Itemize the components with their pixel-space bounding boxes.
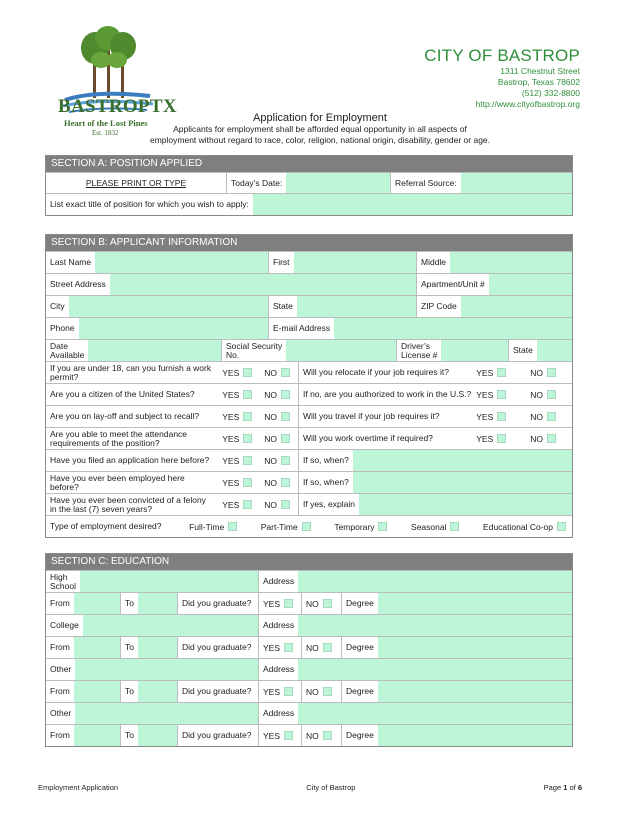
logo-wordmark: BASTROPTX xyxy=(58,96,177,117)
other2-field[interactable] xyxy=(75,703,258,724)
state-field[interactable] xyxy=(297,296,416,317)
college-from-field[interactable] xyxy=(74,637,120,658)
other2-to-label: To xyxy=(125,730,134,740)
ssn-field[interactable] xyxy=(286,340,396,361)
email-field[interactable] xyxy=(334,318,572,339)
section-c xyxy=(45,553,573,747)
street-address-field[interactable] xyxy=(110,274,416,295)
zip-field[interactable] xyxy=(461,296,572,317)
q-citizen-no[interactable]: NO xyxy=(264,390,290,400)
checkbox[interactable] xyxy=(281,368,290,377)
college-field[interactable] xyxy=(83,615,258,636)
q-employed-when-label: If so, when? xyxy=(303,477,349,487)
q-under18-label: If you are under 18, can you furnish a work permit? xyxy=(50,362,212,382)
ssn-label: Social Security No. xyxy=(226,340,283,360)
q-filed-yes[interactable]: YES xyxy=(222,456,252,466)
city-citystate: Bastrop, Texas 78602 xyxy=(497,77,580,87)
position-title-field[interactable] xyxy=(253,194,572,215)
college-to-label: To xyxy=(125,642,134,652)
last-name-field[interactable] xyxy=(95,252,268,273)
q-overtime-yes[interactable]: YES xyxy=(476,434,506,444)
college-to-field[interactable] xyxy=(138,637,177,658)
zip-label: ZIP Code xyxy=(421,301,457,311)
q-relocate-no[interactable]: NO xyxy=(530,368,556,378)
other2-address-field[interactable] xyxy=(298,703,572,724)
other1-to-label: To xyxy=(125,686,134,696)
type-educational-coop[interactable]: Educational Co-op xyxy=(483,522,566,532)
type-seasonal[interactable]: Seasonal xyxy=(411,522,459,532)
q-attendance-yes[interactable]: YES xyxy=(222,434,252,444)
checkbox[interactable] xyxy=(228,522,237,531)
type-temporary[interactable]: Temporary xyxy=(334,522,387,532)
checkbox[interactable] xyxy=(243,390,252,399)
section-a-title: SECTION A: POSITION APPLIED xyxy=(46,156,572,172)
other2-degree-label: Degree xyxy=(346,730,374,740)
other1-graduate-no[interactable]: NO xyxy=(302,687,332,697)
other2-address-label: Address xyxy=(263,708,295,718)
hs-to-label: To xyxy=(125,598,134,608)
city-contact xyxy=(424,46,580,110)
q-authorized-no[interactable]: NO xyxy=(530,390,556,400)
city-name: CITY OF BASTROP xyxy=(424,46,580,65)
page-number: Page 1 of 6 xyxy=(543,783,582,792)
checkbox[interactable] xyxy=(281,412,290,421)
other1-address-label: Address xyxy=(263,664,295,674)
date-available-label: Date Available xyxy=(50,340,85,360)
other1-degree-field[interactable] xyxy=(378,681,572,702)
checkbox[interactable] xyxy=(497,412,506,421)
city-phone: (512) 332-8800 xyxy=(521,88,580,98)
q-filed-when-field[interactable] xyxy=(353,450,572,471)
hs-from-field[interactable] xyxy=(74,593,120,614)
q-employed-yes[interactable]: YES xyxy=(222,478,252,488)
q-relocate-yes[interactable]: YES xyxy=(476,368,506,378)
other2-to-field[interactable] xyxy=(138,725,177,746)
checkbox[interactable] xyxy=(243,456,252,465)
city-address: 1311 Chestnut Street xyxy=(500,66,580,76)
checkbox[interactable] xyxy=(284,687,293,696)
middle-name-field[interactable] xyxy=(450,252,572,273)
city-website[interactable]: http://www.cityofbastrop.org xyxy=(475,99,580,109)
checkbox[interactable] xyxy=(281,456,290,465)
eeo-statement-line1: Applicants for employment shall be afforded equal opportunity in all aspects of xyxy=(173,124,467,134)
q-under18-no[interactable]: NO xyxy=(264,368,290,378)
section-c-title: SECTION C: EDUCATION xyxy=(46,554,572,570)
q-travel-no[interactable]: NO xyxy=(530,412,556,422)
checkbox[interactable] xyxy=(547,390,556,399)
other2-graduate-label: Did you graduate? xyxy=(182,730,252,740)
pine-trees-icon xyxy=(81,26,136,98)
other2-degree-field[interactable] xyxy=(378,725,572,746)
q-felony-yes[interactable]: YES xyxy=(222,500,252,510)
referral-source-label: Referral Source: xyxy=(395,177,457,188)
q-layoff-no[interactable]: NO xyxy=(264,412,290,422)
hs-degree-field[interactable] xyxy=(378,593,572,614)
checkbox[interactable] xyxy=(281,390,290,399)
other1-from-label: From xyxy=(50,686,70,696)
license-state-field[interactable] xyxy=(537,340,572,361)
checkbox[interactable] xyxy=(547,434,556,443)
q-felony-explain-label: If yes, explain xyxy=(303,499,355,509)
checkbox[interactable] xyxy=(323,731,332,740)
checkbox[interactable] xyxy=(284,731,293,740)
q-citizen-yes[interactable]: YES xyxy=(222,390,252,400)
logo-established: Est. 1832 xyxy=(92,129,119,137)
drivers-license-label: Driver’s License # xyxy=(401,340,438,360)
q-employed-label: Have you ever been employed here before? xyxy=(50,472,185,492)
high-school-address-label: Address xyxy=(263,576,295,586)
referral-source-field[interactable] xyxy=(461,173,572,193)
q-employed-when-field[interactable] xyxy=(353,472,572,493)
q-citizen-label: Are you a citizen of the United States? xyxy=(50,389,195,399)
other1-graduate-label: Did you graduate? xyxy=(182,686,252,696)
hs-from-label: From xyxy=(50,598,70,608)
section-a xyxy=(45,155,573,216)
street-address-label: Street Address xyxy=(50,279,106,289)
section-b xyxy=(45,234,573,538)
apartment-label: Apartment/Unit # xyxy=(421,279,485,289)
college-graduate-yes[interactable]: YES xyxy=(259,643,293,653)
high-school-address-field[interactable] xyxy=(298,571,572,592)
checkbox[interactable] xyxy=(284,643,293,652)
other1-graduate-yes[interactable]: YES xyxy=(259,687,293,697)
footer-left: Employment Application xyxy=(38,783,119,792)
apartment-field[interactable] xyxy=(489,274,572,295)
city-field[interactable] xyxy=(69,296,268,317)
other2-graduate-yes[interactable]: YES xyxy=(259,731,293,741)
college-address-field[interactable] xyxy=(298,615,572,636)
type-full-time[interactable]: Full-Time xyxy=(189,522,237,532)
other2-from-label: From xyxy=(50,730,70,740)
other2-graduate-no[interactable]: NO xyxy=(302,731,332,741)
hs-to-field[interactable] xyxy=(138,593,177,614)
q-employed-no[interactable]: NO xyxy=(264,478,290,488)
first-name-label: First xyxy=(273,257,290,267)
other1-address-field[interactable] xyxy=(298,659,572,680)
other2-from-field[interactable] xyxy=(74,725,120,746)
q-felony-label: Have you ever been convicted of a felony in the last (7) seven years? xyxy=(50,494,206,514)
checkbox[interactable] xyxy=(243,500,252,509)
q-layoff-yes[interactable]: YES xyxy=(222,412,252,422)
college-graduate-no[interactable]: NO xyxy=(302,643,332,653)
q-layoff-label: Are you on lay-off and subject to recall? xyxy=(50,411,200,421)
checkbox[interactable] xyxy=(281,500,290,509)
checkbox[interactable] xyxy=(497,390,506,399)
checkbox[interactable] xyxy=(547,412,556,421)
high-school-field[interactable] xyxy=(80,571,258,592)
other1-to-field[interactable] xyxy=(138,681,177,702)
checkbox[interactable] xyxy=(243,412,252,421)
q-travel-yes[interactable]: YES xyxy=(476,412,506,422)
checkbox[interactable] xyxy=(243,434,252,443)
checkbox[interactable] xyxy=(557,522,566,531)
checkbox[interactable] xyxy=(243,368,252,377)
middle-name-label: Middle xyxy=(421,257,447,267)
other1-from-field[interactable] xyxy=(74,681,120,702)
print-instruction: PLEASE PRINT OR TYPE xyxy=(85,177,187,188)
q-filed-no[interactable]: NO xyxy=(264,456,290,466)
q-authorized-yes[interactable]: YES xyxy=(476,390,506,400)
checkbox[interactable] xyxy=(281,434,290,443)
checkbox[interactable] xyxy=(284,599,293,608)
q-attendance-label: Are you able to meet the attendance requirements of the position? xyxy=(50,428,188,448)
application-heading xyxy=(120,112,520,146)
college-degree-label: Degree xyxy=(346,642,374,652)
date-available-field[interactable] xyxy=(88,340,221,361)
q-felony-explain-field[interactable] xyxy=(359,494,572,515)
college-address-label: Address xyxy=(263,620,295,630)
college-degree-field[interactable] xyxy=(378,637,572,658)
other1-field[interactable] xyxy=(75,659,258,680)
checkbox[interactable] xyxy=(497,434,506,443)
q-authorized-label: If no, are you authorized to work in the U.S.? xyxy=(303,389,472,399)
college-label: College xyxy=(50,620,79,630)
other1-label: Other xyxy=(50,664,72,674)
section-b-title: SECTION B: APPLICANT INFORMATION xyxy=(46,235,572,251)
page-footer xyxy=(38,783,582,792)
q-overtime-no[interactable]: NO xyxy=(530,434,556,444)
phone-field[interactable] xyxy=(79,318,268,339)
checkbox[interactable] xyxy=(450,522,459,531)
hs-degree-label: Degree xyxy=(346,598,374,608)
first-name-field[interactable] xyxy=(294,252,416,273)
checkbox[interactable] xyxy=(281,478,290,487)
last-name-label: Last Name xyxy=(50,257,92,267)
application-title: Application for Employment xyxy=(253,112,387,124)
q-felony-no[interactable]: NO xyxy=(264,500,290,510)
q-overtime-label: Will you work overtime if required? xyxy=(303,433,433,443)
checkbox[interactable] xyxy=(547,368,556,377)
logo-tagline: Heart of the Lost Pines xyxy=(64,118,148,128)
phone-label: Phone xyxy=(50,323,75,333)
employment-type-label: Type of employment desired? xyxy=(50,521,162,531)
email-label: E-mail Address xyxy=(273,323,331,333)
checkbox[interactable] xyxy=(243,478,252,487)
other1-degree-label: Degree xyxy=(346,686,374,696)
q-relocate-label: Will you relocate if your job requires it? xyxy=(303,367,449,377)
checkbox[interactable] xyxy=(302,522,311,531)
hs-graduate-no[interactable]: NO xyxy=(302,599,332,609)
hs-graduate-label: Did you graduate? xyxy=(182,598,252,608)
other2-label: Other xyxy=(50,708,72,718)
q-travel-label: Will you travel if your job requires it? xyxy=(303,411,440,421)
position-title-label: List exact title of position for which you wish to apply: xyxy=(50,199,249,209)
hs-graduate-yes[interactable]: YES xyxy=(259,599,293,609)
q-filed-when-label: If so, when? xyxy=(303,455,349,465)
todays-date-field[interactable] xyxy=(286,173,390,193)
checkbox[interactable] xyxy=(323,687,332,696)
footer-center: City of Bastrop xyxy=(306,783,356,792)
checkbox[interactable] xyxy=(323,599,332,608)
q-under18-yes[interactable]: YES xyxy=(222,368,252,378)
q-attendance-no[interactable]: NO xyxy=(264,434,290,444)
todays-date-label: Today’s Date: xyxy=(231,177,283,188)
city-label: City xyxy=(50,301,65,311)
type-part-time[interactable]: Part-Time xyxy=(261,522,311,532)
checkbox[interactable] xyxy=(497,368,506,377)
eeo-statement-line2: employment without regard to race, color, religion, national origin, disability, gender or age. xyxy=(149,135,491,145)
college-from-label: From xyxy=(50,642,70,652)
checkbox[interactable] xyxy=(323,643,332,652)
state-label: State xyxy=(273,301,293,311)
drivers-license-field[interactable] xyxy=(441,340,508,361)
college-graduate-label: Did you graduate? xyxy=(182,642,252,652)
checkbox[interactable] xyxy=(378,522,387,531)
high-school-label: High School xyxy=(50,571,76,591)
q-filed-label: Have you filed an application here before? xyxy=(50,455,210,465)
license-state-label: State xyxy=(513,345,533,355)
